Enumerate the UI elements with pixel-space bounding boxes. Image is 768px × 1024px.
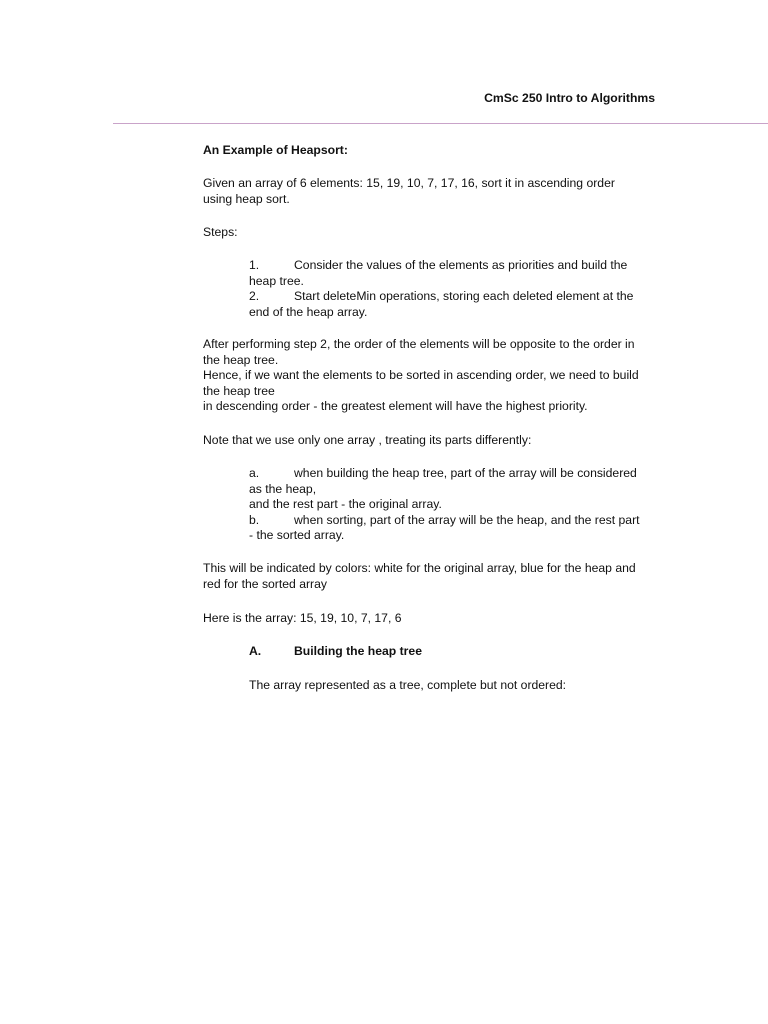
part-letter: b. (249, 512, 260, 527)
section-a-heading (249, 644, 658, 660)
step-number: 1. (249, 258, 260, 272)
step-item (249, 258, 658, 274)
header-divider (113, 123, 768, 124)
part-text: when building the heap tree, part of the array will be considered (294, 466, 637, 480)
part-text-continued: - the sorted array. (249, 528, 345, 543)
paragraph-line: red for the sorted array (203, 576, 327, 591)
steps-list (249, 258, 658, 320)
paragraph-line: the heap tree. (203, 352, 279, 367)
step-number: 2. (249, 289, 260, 304)
step-text: Consider the values of the elements as priorities and build the (294, 258, 628, 272)
colors-paragraph (203, 561, 658, 592)
step-text: Start deleteMin operations, storing each deleted element at the (294, 289, 634, 304)
section-a-title: Building the heap tree (294, 644, 422, 658)
part-text: when sorting, part of the array will be the heap, and the rest part (294, 512, 640, 527)
paragraph-line: in descending order - the greatest element will have the highest priority. (203, 399, 588, 414)
paragraph-line: Hence, if we want the elements to be sorted in ascending order, we need to build (203, 368, 639, 383)
after-step-paragraph (203, 337, 658, 415)
part-item (249, 513, 658, 529)
steps-label: Steps: (203, 225, 238, 239)
part-item (249, 466, 658, 482)
array-line: Here is the array: 15, 19, 10, 7, 17, 6 (203, 611, 402, 625)
step-item (249, 289, 658, 305)
part-text-continued: as the heap, (249, 481, 317, 496)
intro-line-2: using heap sort. (203, 191, 290, 206)
part-text-continued: and the rest part - the original array. (249, 497, 442, 512)
section-a-letter: A. (249, 644, 262, 658)
tree-caption: The array represented as a tree, complete but not ordered: (249, 678, 567, 692)
paragraph-line: This will be indicated by colors: white for the original array, blue for the heap and (203, 561, 636, 575)
paragraph-line: After performing step 2, the order of the elements will be opposite to the order in (203, 337, 635, 351)
step-text-continued: end of the heap array. (249, 304, 368, 319)
parts-list (249, 466, 658, 544)
note-paragraph: Note that we use only one array , treating its parts differently: (203, 433, 532, 447)
intro-line-1: Given an array of 6 elements: 15, 19, 10, 7, 17, 16, sort it in ascending order (203, 176, 615, 190)
section-title: An Example of Heapsort: (203, 143, 348, 157)
part-letter: a. (249, 466, 260, 480)
intro-paragraph (203, 176, 658, 207)
paragraph-line: the heap tree (203, 383, 275, 398)
step-text-continued: heap tree. (249, 273, 304, 288)
page-header-title: CmSc 250 Intro to Algorithms (484, 91, 655, 105)
